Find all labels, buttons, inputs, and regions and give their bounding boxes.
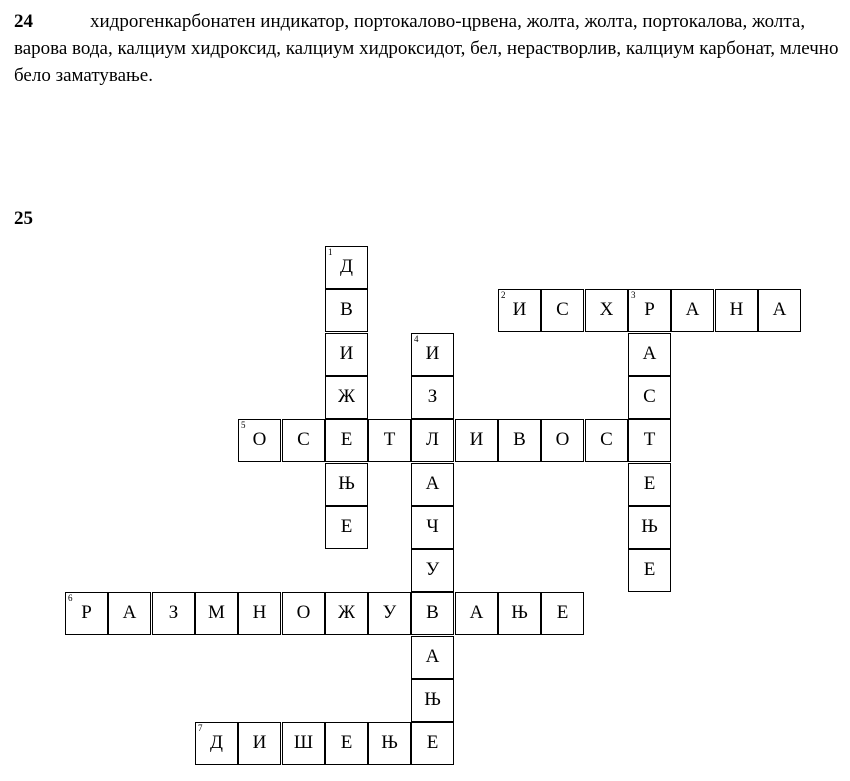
crossword-letter: Е (643, 473, 656, 494)
crossword-letter: О (252, 429, 267, 450)
crossword-cell (325, 289, 368, 332)
clue-number: 5 (241, 420, 246, 430)
crossword-cell (325, 506, 368, 549)
crossword-cell (238, 722, 281, 765)
clue-number: 1 (328, 247, 333, 257)
crossword-letter: А (425, 473, 440, 494)
crossword-cell (455, 419, 498, 462)
crossword-cell (65, 592, 108, 635)
crossword-letter: Њ (338, 473, 355, 494)
crossword-cell (325, 592, 368, 635)
crossword-letter: О (296, 602, 311, 623)
crossword-letter: Р (644, 299, 655, 320)
crossword-cell (411, 549, 454, 592)
crossword-letter: И (469, 429, 484, 450)
crossword-letter: А (642, 343, 657, 364)
clue-number: 2 (501, 290, 506, 300)
crossword-letter: А (425, 646, 440, 667)
crossword-cell (411, 592, 454, 635)
crossword-cell (282, 722, 325, 765)
crossword-cell (325, 463, 368, 506)
crossword-cell (411, 419, 454, 462)
crossword-letter: О (555, 429, 570, 450)
crossword-cell (585, 419, 628, 462)
crossword-letter: З (427, 386, 438, 407)
crossword-cell (325, 246, 368, 289)
crossword-cell (238, 419, 281, 462)
crossword-letter: Њ (381, 732, 398, 753)
crossword-letter: Ж (337, 602, 356, 623)
crossword-letter: И (512, 299, 527, 320)
question-number-25: 25 (14, 208, 33, 229)
crossword-letter: Е (643, 559, 656, 580)
crossword-cell (498, 419, 541, 462)
crossword-letter: Њ (511, 602, 528, 623)
crossword-letter: Е (426, 732, 439, 753)
crossword-letter: А (469, 602, 484, 623)
crossword-cell (758, 289, 801, 332)
crossword-cell (411, 376, 454, 419)
crossword-cell (541, 592, 584, 635)
crossword-cell (195, 592, 238, 635)
crossword-cell (628, 333, 671, 376)
crossword-cell (325, 722, 368, 765)
crossword-letter: Х (599, 299, 614, 320)
crossword-letter: В (340, 299, 353, 320)
crossword-letter: Т (383, 429, 396, 450)
crossword-cell (411, 679, 454, 722)
crossword-cell (325, 376, 368, 419)
crossword-letter: С (297, 429, 310, 450)
crossword-letter: А (685, 299, 700, 320)
crossword-letter: И (425, 343, 440, 364)
crossword-letter: Е (340, 516, 353, 537)
crossword-cell (238, 592, 281, 635)
crossword-letter: У (382, 602, 397, 623)
crossword-cell (671, 289, 714, 332)
crossword-letter: Л (426, 429, 439, 450)
crossword-letter: Ш (293, 732, 314, 753)
clue-number: 4 (414, 334, 419, 344)
crossword-letter: Д (340, 256, 353, 277)
crossword-cell (411, 722, 454, 765)
crossword-letter: У (425, 559, 440, 580)
crossword-letter: Н (729, 299, 744, 320)
crossword-letter: С (600, 429, 613, 450)
clue-number: 3 (631, 290, 636, 300)
crossword-cell (325, 333, 368, 376)
clue-number: 7 (198, 723, 203, 733)
answer-24-text: хидрогенкарбонатен индикатор, портокалово-црвена, жолта, жолта, портокалова, жолта, варова вода, калциум хидроксид, калциум хидроксидот, бел, нерастворлив, калциум карбонат, млечно бело заматување. (14, 11, 839, 86)
crossword-letter: Ч (426, 516, 439, 537)
crossword-letter: Е (556, 602, 569, 623)
crossword-letter: С (643, 386, 656, 407)
crossword-cell (628, 463, 671, 506)
crossword-letter: В (426, 602, 439, 623)
crossword-letter: А (122, 602, 137, 623)
crossword-cell (541, 419, 584, 462)
crossword-letter: Ж (337, 386, 356, 407)
crossword-cell (411, 333, 454, 376)
crossword-cell (628, 419, 671, 462)
crossword-letter: Р (81, 602, 92, 623)
crossword-cell (411, 506, 454, 549)
crossword-letter: И (339, 343, 354, 364)
crossword-cell (411, 463, 454, 506)
crossword-letter: М (208, 602, 225, 623)
crossword-letter: С (556, 299, 569, 320)
crossword-letter: Њ (641, 516, 658, 537)
crossword-letter: Н (252, 602, 267, 623)
crossword-cell (541, 289, 584, 332)
crossword-cell (195, 722, 238, 765)
crossword-cell (498, 289, 541, 332)
crossword-cell (368, 419, 411, 462)
question-number-24: 24 (14, 11, 33, 32)
crossword-letter: Е (340, 732, 353, 753)
crossword-cell (368, 722, 411, 765)
crossword-cell (628, 376, 671, 419)
crossword-letter: И (252, 732, 267, 753)
clue-number: 6 (68, 593, 73, 603)
crossword-letter: А (772, 299, 787, 320)
crossword-letter: З (168, 602, 179, 623)
crossword-letter: Д (210, 732, 223, 753)
crossword-cell (368, 592, 411, 635)
crossword-cell (585, 289, 628, 332)
crossword-cell (282, 419, 325, 462)
crossword-letter: В (513, 429, 526, 450)
crossword-letter: Њ (424, 689, 441, 710)
crossword-letter: Т (643, 429, 656, 450)
crossword-cell (498, 592, 541, 635)
crossword-cell (715, 289, 758, 332)
crossword-cell (152, 592, 195, 635)
crossword-cell (628, 549, 671, 592)
crossword-cell (628, 506, 671, 549)
crossword-cell (628, 289, 671, 332)
crossword-cell (325, 419, 368, 462)
crossword-cell (282, 592, 325, 635)
crossword-cell (108, 592, 151, 635)
crossword-cell (411, 636, 454, 679)
crossword-cell (455, 592, 498, 635)
crossword-letter: Е (340, 429, 353, 450)
